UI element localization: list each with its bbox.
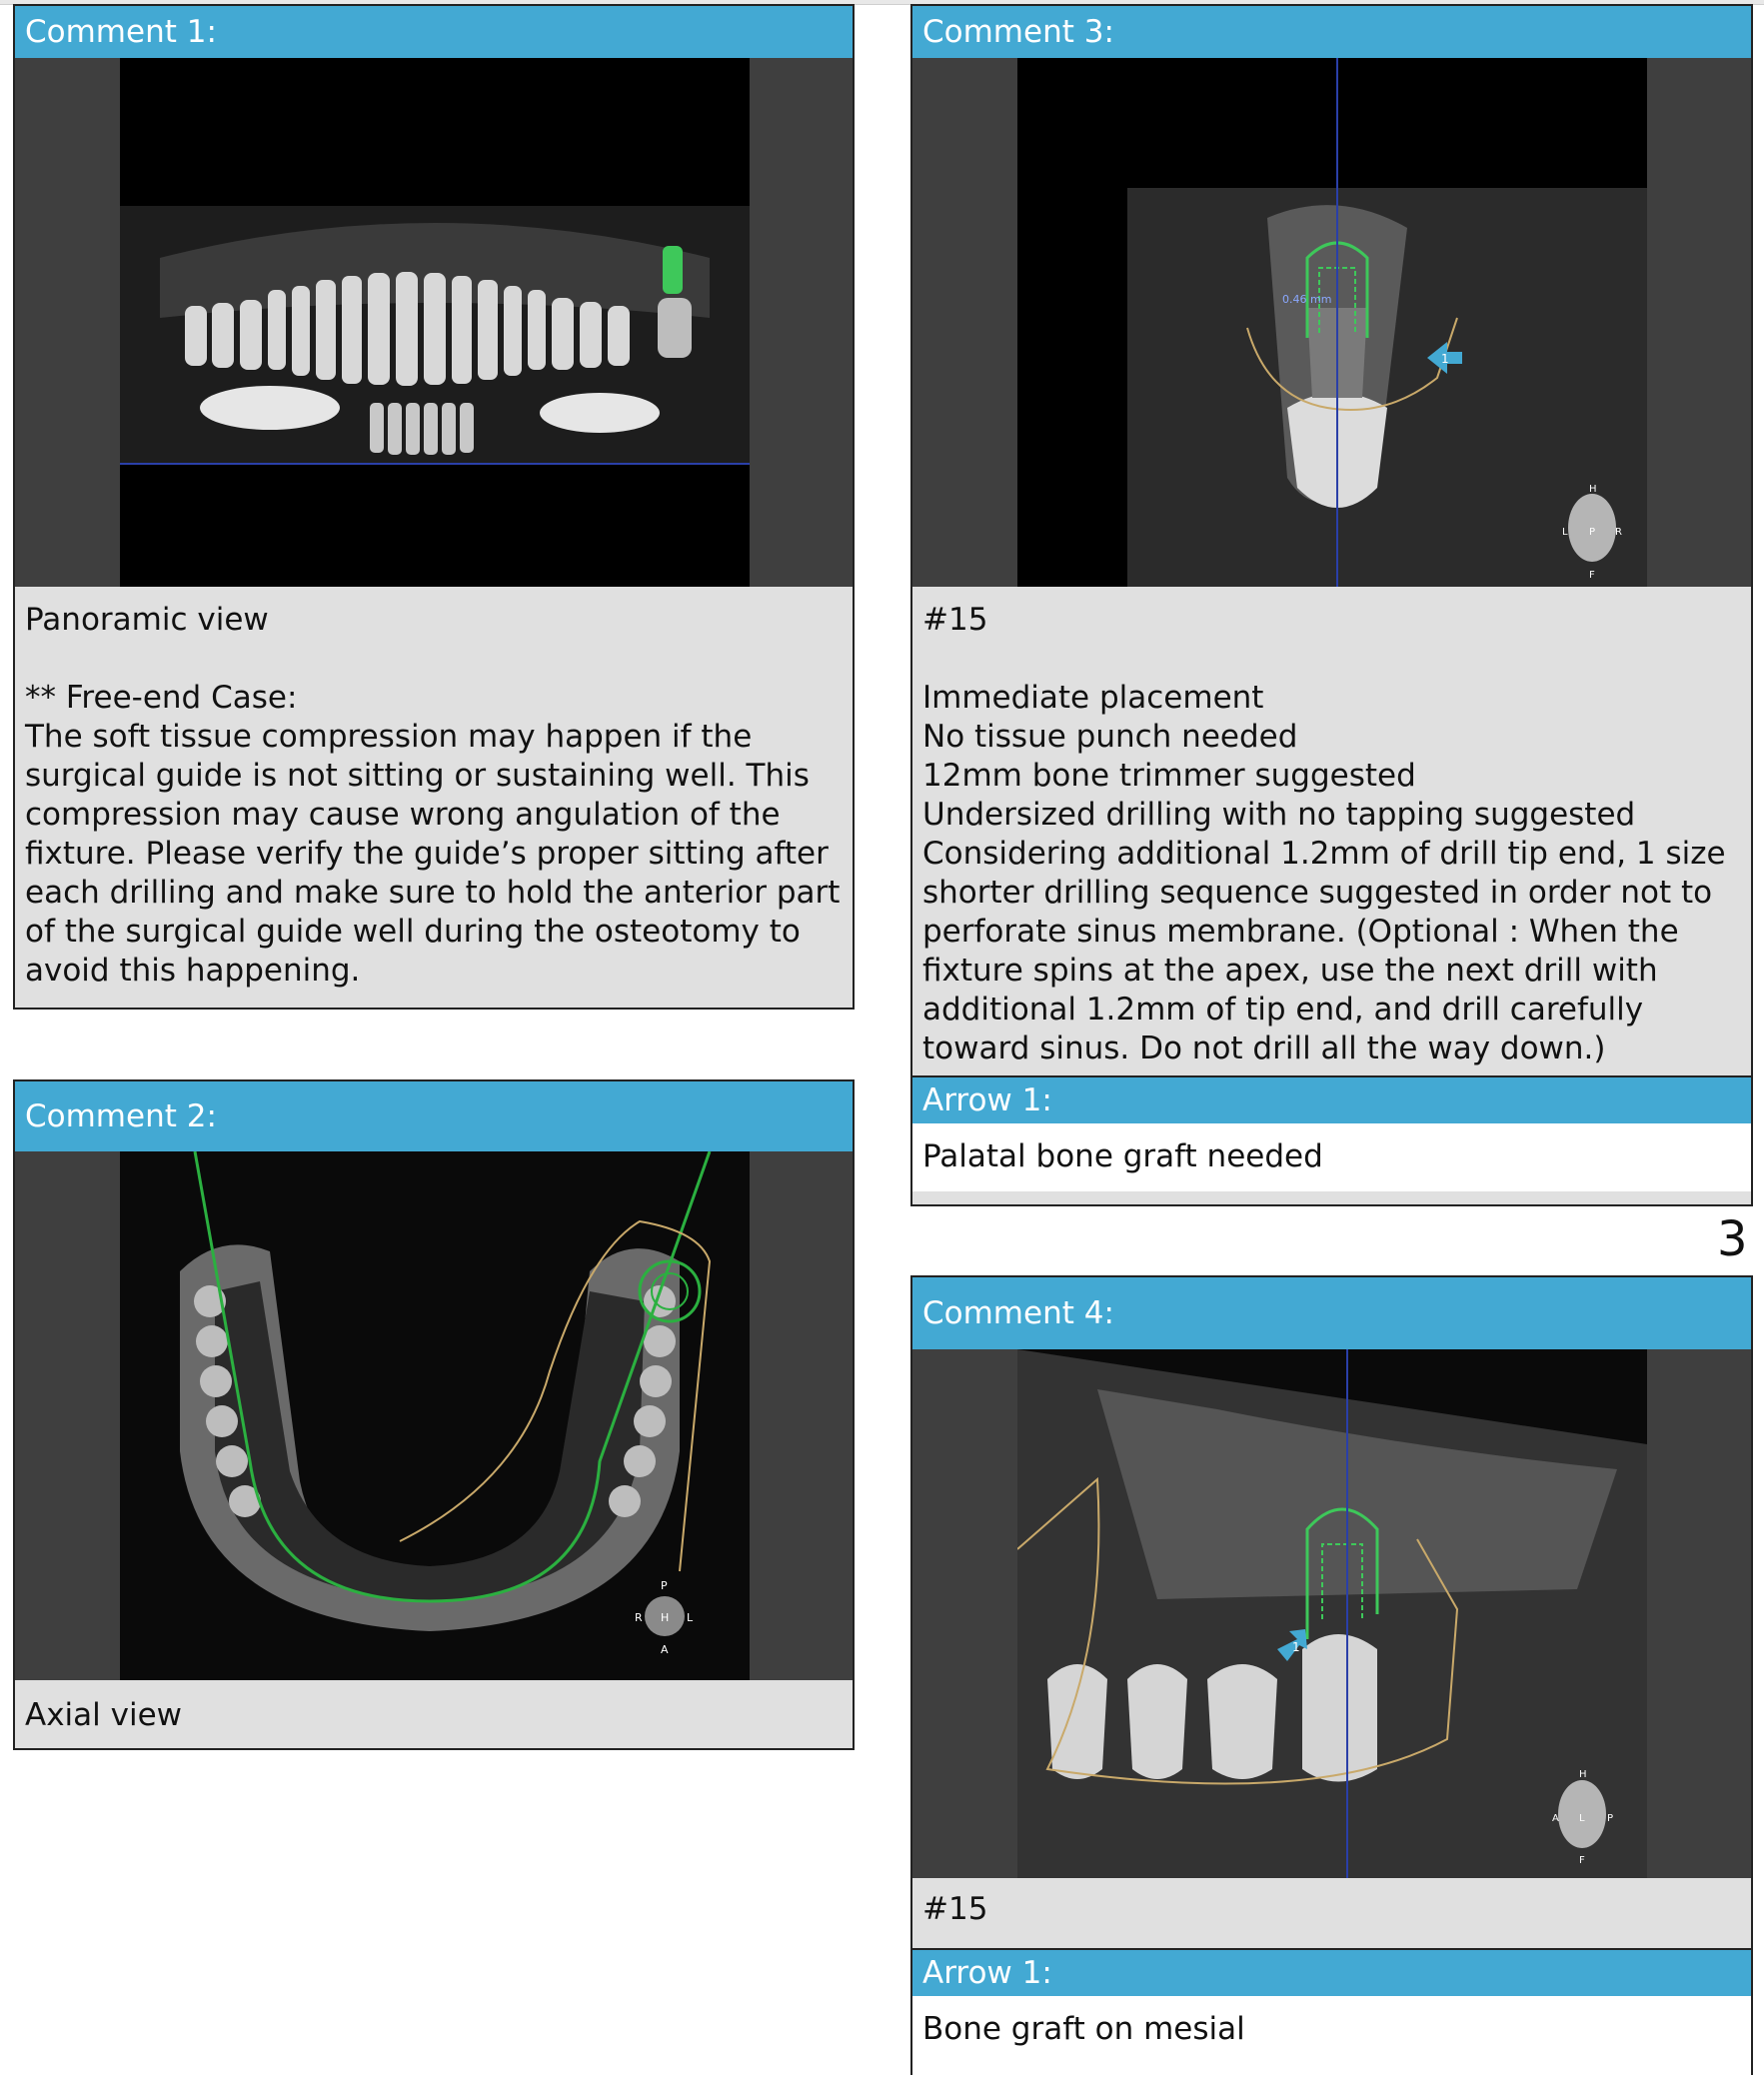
head-orient-bottom: F [1589,570,1595,581]
comment-1-panel [13,4,855,1010]
sagittal-xray [1017,58,1647,587]
sagittal-xray-image [912,58,1751,587]
head-orient-top: H [1579,1769,1587,1780]
comment-3-arrow-title: Arrow 1: [912,1075,1751,1123]
coronal-xray [1017,1349,1647,1878]
orientation-center: H [661,1611,670,1624]
comment-4-panel [910,1275,1753,2075]
head-orient-left: L [1562,527,1568,538]
comment-1-heading: Panoramic view [25,602,269,638]
comment-2-panel [13,1079,855,1750]
comment-3-arrow-text: Palatal bone graft needed [912,1123,1751,1191]
comment-1-body: ** Free-end Case: The soft tissue compression may happen if the surgical guide is not sitting or sustaining well. This compression may cause wrong angulation of the fixture. Please verify the guide’s proper sitting after each drilling and make sure to hold the anterior part of the surgical guide well during the osteotomy to avoid this happening. [25,680,841,989]
axial-xray [120,1151,750,1680]
orientation-right: L [687,1611,694,1624]
arrow-marker-1: 1 [1441,352,1449,366]
panoramic-xray [120,58,750,587]
comment-3-title: Comment 3: [912,6,1751,58]
comment-4-arrow-text: Bone graft on mesial [912,1996,1751,2076]
orientation-bottom: A [661,1643,669,1656]
panoramic-xray-image [15,58,853,587]
comment-4-title: Comment 4: [912,1277,1751,1349]
arrow-marker-1: 1 [1292,1640,1300,1654]
page-number: 3 [1717,1211,1748,1267]
comment-4-heading: #15 [922,1891,988,1927]
comment-3-body: Immediate placement No tissue punch needed 12mm bone trimmer suggested Undersized drilling with no tapping suggested Considering additional 1.2mm of drill tip end, 1 size shorter drilling sequence suggested in order not to perforate sinus membrane. (Optional : When the fixture spins at the apex, use the next drill with additional 1.2mm of tip end, and drill carefully toward sinus. Do not drill all the way down.) [922,680,1726,1066]
coronal-xray-image [912,1349,1751,1878]
comment-2-caption: Axial view [25,1697,183,1733]
head-orient-left: A [1552,1813,1559,1824]
orientation-left: R [635,1611,643,1624]
comment-3-panel [910,4,1753,1206]
orientation-top: P [661,1579,668,1592]
measure-label: 0.46 mm [1282,293,1332,306]
head-orient-right: R [1615,527,1622,538]
head-orient-center: P [1589,527,1596,538]
head-orient-right: P [1607,1813,1614,1824]
head-orient-bottom: F [1579,1855,1585,1866]
comment-1-title: Comment 1: [15,6,853,58]
comment-3-heading: #15 [922,602,988,638]
head-orient-center: L [1579,1813,1585,1824]
axial-xray-image [15,1151,853,1680]
comment-4-arrow-title: Arrow 1: [912,1948,1751,1996]
head-orient-top: H [1589,484,1597,495]
comment-2-title: Comment 2: [15,1081,853,1151]
